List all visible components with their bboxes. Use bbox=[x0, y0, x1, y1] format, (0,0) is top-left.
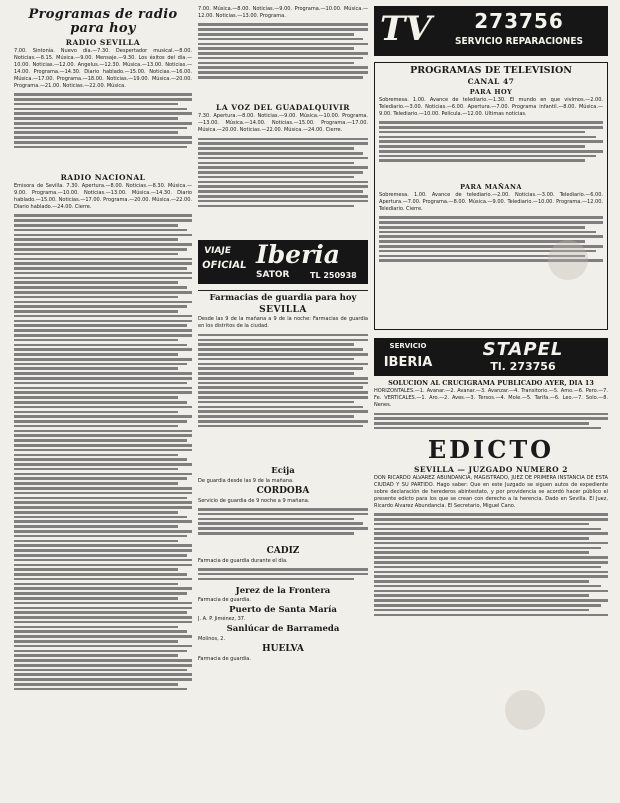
pharmacy-city-jerez: Jerez de la Frontera bbox=[235, 585, 331, 596]
pharmacy-city-huelva: HUELVA bbox=[262, 643, 304, 654]
pharmacy-city-puerto: Puerto de Santa María bbox=[229, 604, 337, 615]
stapel-logo: STAPEL bbox=[482, 339, 564, 360]
station-voz-guadalquivir: LA VOZ DEL GUADALQUIVIR bbox=[216, 103, 350, 112]
punch-hole-top bbox=[548, 240, 588, 280]
tv-tomorrow-heading: PARA MAÑANA bbox=[460, 182, 522, 191]
tv-today-schedule-continued bbox=[379, 120, 603, 182]
station-radio-nacional: RADIO NACIONAL bbox=[60, 172, 146, 182]
tv-programs-box bbox=[374, 62, 608, 330]
stapel-ad-service: SERVICIO bbox=[389, 342, 427, 350]
tv-today-heading: PARA HOY bbox=[469, 87, 513, 96]
edicto-text-continued bbox=[374, 512, 608, 662]
tv-repair-service: SERVICIO REPARACIONES bbox=[455, 36, 583, 47]
punch-hole-bottom bbox=[505, 690, 545, 730]
crossword-solution-continued bbox=[374, 411, 608, 435]
divider bbox=[198, 290, 368, 291]
radio-title: Programas de radio para hoy bbox=[28, 7, 178, 37]
tv-logo: TV bbox=[380, 9, 432, 49]
edicto-text: DON RICARDO ALVAREZ ABUNDANCIA, MAGISTRADO, JUEZ DE PRIMERA INSTANCIA DE ESTA CIUDAD Y SU PARTIDO. Hago saber: Que en este Juzgado se siguen autos de expediente sobre declaración de herederos abintestato, y por providencia se acordó hacer público el presente edicto para los que se crean con derecho a la herencia. Dado en Sevilla. El Juez, Ricardo Alvarez Abundancia. El Secretario, Miguel Cano. bbox=[374, 474, 608, 509]
iberia-ad-phone: TL 250938 bbox=[310, 271, 357, 281]
tv-programs-title: PROGRAMAS DE TELEVISION bbox=[410, 65, 572, 76]
pharmacy-sevilla-list bbox=[198, 332, 368, 467]
iberia-ad bbox=[198, 240, 368, 284]
radio-column bbox=[14, 0, 192, 795]
voz-guadalquivir-schedule: 7.30. Apertura.—8.00. Noticias.—9.00. Música.—10.00. Programa.—13.00. Música.—14.00. Noticias.—15.00. Programa.—17.00. Música.—20.00. Noticias.—22.00. Música.—24.00. Cierre. bbox=[198, 113, 368, 134]
voz-guadalquivir-schedule-continued bbox=[198, 136, 368, 236]
radio-sevilla-schedule: 7.00. Sintonía. Nuevo día.—7.30. Despertador musical.—8.00. Noticias.—8.15. Música.—9.00. Mensaje.—9.30. Los éxitos del día.—10.00. Noticias.—12.00. Angelus.—12.30. Música.—13.00. Noticias.—14.00. Programa.—14.30. Diario hablado.—15.00. Noticias.—16.00. Música.—17.00. Programa.—18.00. Noticias.—19.00. Música.—20.00. Programa.—21.00. Noticias.—22.00. Música. bbox=[14, 47, 192, 89]
tv-repair-ad bbox=[374, 6, 608, 56]
stapel-ad-iberia: IBERIA bbox=[383, 355, 433, 370]
stapel-ad-phone: Tl. 273756 bbox=[490, 360, 556, 373]
middle-column bbox=[198, 0, 368, 795]
pharmacy-ecija-text: De guardia desde las 9 de la mañana. bbox=[198, 477, 294, 484]
tv-repair-number: 273756 bbox=[474, 9, 564, 33]
radio-nacional-schedule: Emisora de Sevilla. 7.30. Apertura.—8.00. Noticias.—8.30. Música.—9.00. Programa.—10.00. Noticias.—13.00. Música.—14.30. Diario hablado.—15.00. Noticias.—17.00. Programa.—20.00. Música.—22.00. Diario hablado.—24.00. Cierre. bbox=[14, 183, 192, 211]
pharmacy-city-cordoba: CORDOBA bbox=[256, 485, 310, 496]
pharmacy-cordoba-text: Servicio de guardia de 9 noche a 9 mañana. bbox=[198, 497, 310, 504]
iberia-ad-left-top: VIAJE bbox=[203, 246, 232, 257]
iberia-ad-left-bottom: OFICIAL bbox=[201, 260, 248, 272]
stapel-ad bbox=[374, 338, 608, 376]
crossword-title: SOLUCION AL CRUCIGRAMA PUBLICADO AYER, DIA 13 bbox=[388, 379, 594, 387]
tv-today-schedule: Sobremesa. 1.00. Avance de telediario.—1.30. El mundo en que vivimos.—2.00. Telediario.—3.00. Noticias.—6.00. Apertura.—7.00. Programa infantil.—8.00. Música.—9.00. Telediario.—10.00. Película.—12.00. Ultimas noticias. bbox=[379, 96, 603, 117]
edicto-court: SEVILLA — JUZGADO NUMERO 2 bbox=[414, 464, 568, 474]
tv-channel: CANAL 47 bbox=[467, 77, 515, 87]
pharmacy-city-sevilla: SEVILLA bbox=[259, 304, 307, 315]
tv-column bbox=[374, 0, 608, 795]
iberia-ad-agency: SATOR bbox=[256, 270, 290, 281]
radio-schedule-top: 7.00. Música.—8.00. Noticias.—9.00. Programa.—10.00. Música.—12.00. Noticias.—13.00. Programa. bbox=[198, 6, 368, 19]
pharmacy-sevilla-text: Desde las 9 de la mañana a 9 de la noche: Farmacias de guardia en los distritos de la ciudad. bbox=[198, 316, 368, 330]
pharmacy-title: Farmacias de guardia para hoy bbox=[209, 293, 357, 304]
station-radio-sevilla: RADIO SEVILLA bbox=[65, 37, 141, 47]
pharmacy-huelva-text: Farmacia de guardia. bbox=[198, 655, 251, 662]
pharmacy-cadiz-list bbox=[198, 567, 368, 587]
radio-schedule-top-continued bbox=[198, 22, 368, 102]
pharmacy-city-ecija: Ecija bbox=[271, 466, 295, 477]
radio-nacional-schedule-continued bbox=[14, 213, 192, 773]
iberia-logo: Iberia bbox=[256, 240, 340, 270]
pharmacy-sanlucar-text: Molinos, 2. bbox=[198, 635, 226, 642]
pharmacy-city-cadiz: CADIZ bbox=[266, 545, 300, 556]
edicto-title: EDICTO bbox=[427, 435, 555, 465]
crossword-solution: HORIZONTALES.—1. Avanar.—2. Avanar.—3. Avanzar.—4. Transitorio.—5. Amo.—6. Pero.—7. Fe. VERTICALES.—1. Aro.—2. Aves.—3. Tersos.—4. Mole.—5. Tarifa.—6. Leo.—7. Solo.—8. Nenes. bbox=[374, 388, 608, 409]
pharmacy-city-sanlucar: Sanlúcar de Barrameda bbox=[226, 624, 340, 635]
tv-tomorrow-schedule: Sobremesa. 1.00. Avance de telediario.—2.00. Noticias.—3.00. Telediario.—6.00. Apertura.—7.00. Programa.—8.00. Música.—9.00. Telediario.—10.00. Programa.—12.00. Telediario. Cierre. bbox=[379, 191, 603, 212]
radio-sevilla-schedule-continued bbox=[14, 92, 192, 172]
pharmacy-jerez-text: Farmacia de guardia. bbox=[198, 596, 251, 603]
pharmacy-cadiz-text: Farmacia de guardia durante el día. bbox=[198, 557, 288, 564]
pharmacy-cordoba-list bbox=[198, 507, 368, 547]
pharmacy-puerto-text: J. A. P. Jiménez, 37. bbox=[198, 616, 246, 623]
